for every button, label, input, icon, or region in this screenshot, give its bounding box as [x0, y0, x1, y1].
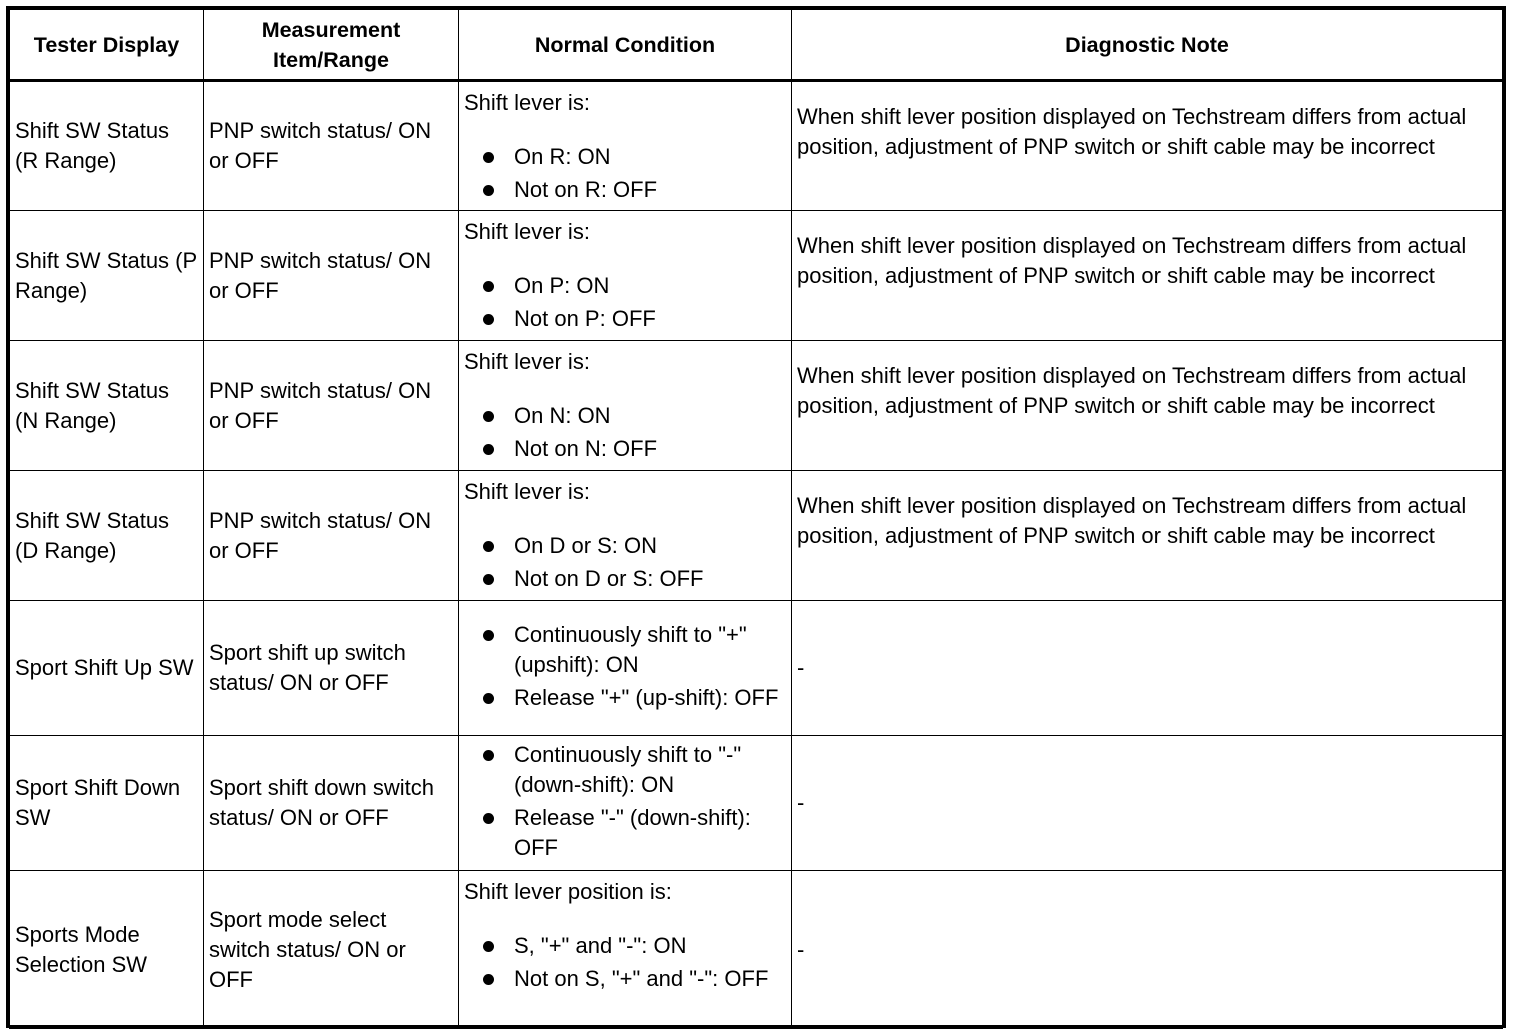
condition-list [464, 142, 786, 205]
table-row [10, 601, 1503, 736]
cell-tester-display: Shift SW Status (N Range) [10, 341, 204, 471]
condition-lead-text: Shift lever is: [464, 90, 590, 115]
cell-diagnostic-note: When shift lever position displayed on Techstream differs from actual position, adjustment of PNP switch or shift cable may be incorrect [792, 471, 1503, 601]
cell-tester-display: Shift SW Status (R Range) [10, 81, 204, 211]
condition-item [464, 142, 786, 172]
condition-item [464, 564, 786, 594]
condition-item [464, 683, 786, 713]
condition-item-text: Release "+" (up-shift): OFF [514, 685, 779, 710]
cell-normal-condition [459, 81, 792, 211]
cell-measurement: Sport mode select switch status/ ON or OFF [204, 871, 459, 1029]
cell-tester-display: Shift SW Status (D Range) [10, 471, 204, 601]
condition-list [464, 401, 786, 464]
condition-item [464, 434, 786, 464]
table-row [10, 211, 1503, 341]
table-row [10, 736, 1503, 871]
condition-lead-text: Shift lever position is: [464, 879, 672, 904]
condition-item-text: S, "+" and "-": ON [514, 933, 687, 958]
cell-measurement: PNP switch status/ ON or OFF [204, 341, 459, 471]
cell-measurement: Sport shift up switch status/ ON or OFF [204, 601, 459, 736]
table-row [10, 81, 1503, 211]
bullet-icon [483, 974, 494, 985]
condition-item-text: Continuously shift to "-" (down-shift): ON [514, 742, 742, 797]
table-row [10, 871, 1503, 1029]
header-measurement: Measurement Item/Range [204, 10, 459, 81]
condition-list [464, 931, 786, 994]
bullet-icon [483, 185, 494, 196]
cell-tester-display: Sport Shift Up SW [10, 601, 204, 736]
condition-item [464, 271, 786, 301]
table-row [10, 341, 1503, 471]
condition-item [464, 931, 786, 961]
table [9, 9, 1503, 1029]
condition-item [464, 803, 786, 863]
header-diagnostic-note: Diagnostic Note [792, 10, 1503, 81]
condition-item [464, 740, 786, 800]
cell-normal-condition [459, 871, 792, 1029]
condition-lead-text: Shift lever is: [464, 349, 590, 374]
condition-item-text: On R: ON [514, 144, 611, 169]
condition-item-text: On N: ON [514, 403, 611, 428]
condition-item-text: Not on P: OFF [514, 306, 656, 331]
cell-measurement: PNP switch status/ ON or OFF [204, 81, 459, 211]
header-tester-display: Tester Display [10, 10, 204, 81]
cell-diagnostic-note: When shift lever position displayed on Techstream differs from actual position, adjustment of PNP switch or shift cable may be incorrect [792, 81, 1503, 211]
bullet-icon [483, 152, 494, 163]
condition-list [464, 271, 786, 334]
bullet-icon [483, 813, 494, 824]
condition-lead-text: Shift lever is: [464, 219, 590, 244]
cell-measurement: PNP switch status/ ON or OFF [204, 211, 459, 341]
condition-item [464, 304, 786, 334]
condition-item-text: Not on S, "+" and "-": OFF [514, 966, 769, 991]
cell-diagnostic-note: - [792, 871, 1503, 1029]
condition-item-text: On D or S: ON [514, 533, 658, 558]
condition-item-text: Not on D or S: OFF [514, 566, 704, 591]
data-list-table [6, 6, 1506, 1028]
cell-diagnostic-note: - [792, 736, 1503, 871]
cell-diagnostic-note: - [792, 601, 1503, 736]
cell-normal-condition [459, 736, 792, 871]
condition-item [464, 964, 786, 994]
bullet-icon [483, 941, 494, 952]
header-normal-condition: Normal Condition [459, 10, 792, 81]
condition-item-text: Not on R: OFF [514, 177, 658, 202]
condition-item-text: On P: ON [514, 273, 610, 298]
bullet-icon [483, 630, 494, 641]
condition-list [464, 740, 786, 863]
cell-normal-condition [459, 471, 792, 601]
bullet-icon [483, 574, 494, 585]
cell-tester-display: Sports Mode Selection SW [10, 871, 204, 1029]
cell-tester-display: Shift SW Status (P Range) [10, 211, 204, 341]
bullet-icon [483, 411, 494, 422]
table-row [10, 471, 1503, 601]
cell-measurement: PNP switch status/ ON or OFF [204, 471, 459, 601]
condition-item [464, 620, 786, 680]
cell-measurement: Sport shift down switch status/ ON or OFF [204, 736, 459, 871]
bullet-icon [483, 541, 494, 552]
condition-item [464, 401, 786, 431]
bullet-icon [483, 314, 494, 325]
table-body [10, 81, 1503, 1029]
bullet-icon [483, 444, 494, 455]
cell-diagnostic-note: When shift lever position displayed on Techstream differs from actual position, adjustment of PNP switch or shift cable may be incorrect [792, 341, 1503, 471]
condition-item-text: Not on N: OFF [514, 436, 658, 461]
cell-tester-display: Sport Shift Down SW [10, 736, 204, 871]
header-row [10, 10, 1503, 81]
bullet-icon [483, 693, 494, 704]
cell-normal-condition [459, 341, 792, 471]
condition-list [464, 531, 786, 594]
bullet-icon [483, 750, 494, 761]
condition-item [464, 531, 786, 561]
condition-item-text: Release "-" (down-shift): OFF [514, 805, 751, 860]
condition-item-text: Continuously shift to "+" (upshift): ON [514, 622, 747, 677]
cell-diagnostic-note: When shift lever position displayed on Techstream differs from actual position, adjustment of PNP switch or shift cable may be incorrect [792, 211, 1503, 341]
cell-normal-condition [459, 601, 792, 736]
cell-normal-condition [459, 211, 792, 341]
condition-list [464, 620, 786, 713]
condition-item [464, 175, 786, 205]
condition-lead-text: Shift lever is: [464, 479, 590, 504]
bullet-icon [483, 281, 494, 292]
